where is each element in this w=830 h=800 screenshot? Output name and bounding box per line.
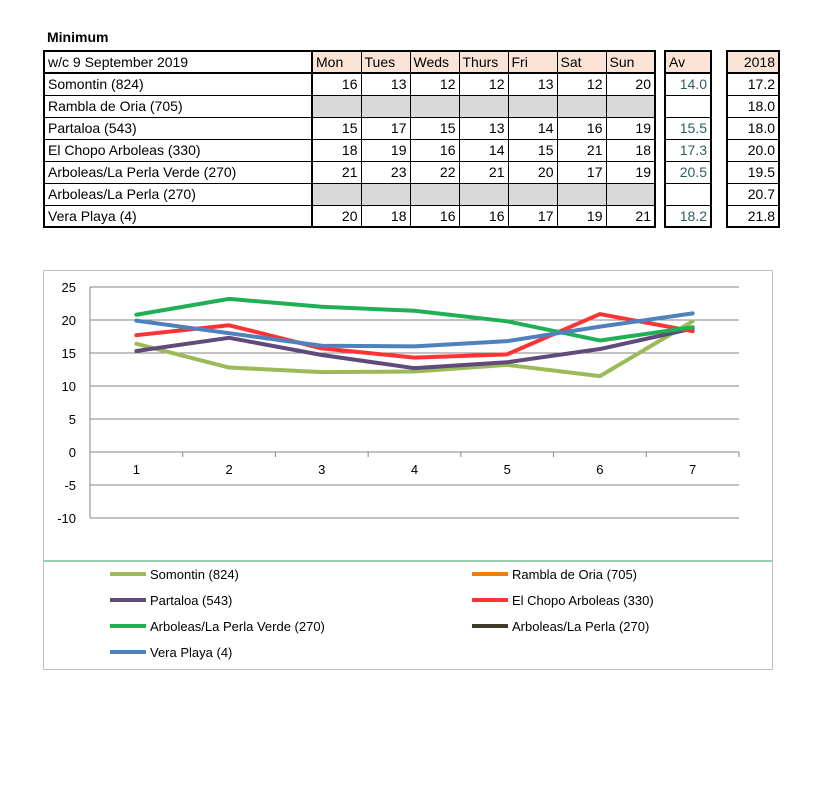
temperature-cell <box>459 183 508 205</box>
temperature-cell: 17 <box>508 205 557 227</box>
av-row <box>665 73 711 95</box>
legend-swatch <box>472 624 508 628</box>
x-tick-label: 3 <box>318 462 326 477</box>
legend-label: El Chopo Arboleas (330) <box>512 592 654 608</box>
x-tick-label: 6 <box>596 462 604 477</box>
temperature-cell <box>312 95 361 117</box>
legend-item <box>110 565 239 583</box>
prev-year-header-row <box>727 51 779 73</box>
table-row <box>44 183 655 205</box>
prev-year-row <box>727 139 779 161</box>
legend-label: Arboleas/La Perla (270) <box>512 618 650 634</box>
temperature-cell: 21 <box>557 139 606 161</box>
table-row <box>44 95 655 117</box>
av-row <box>665 161 711 183</box>
table-row <box>44 205 655 227</box>
temperature-cell: 23 <box>361 161 410 183</box>
legend-item <box>472 591 654 609</box>
table-row <box>44 117 655 139</box>
average-cell <box>665 183 711 205</box>
day-header: Sat <box>557 51 606 73</box>
prev-year-row <box>727 205 779 227</box>
temperature-cell: 21 <box>606 205 655 227</box>
temperature-cell: 14 <box>459 139 508 161</box>
legend-item <box>110 617 325 635</box>
temperature-cell: 18 <box>606 139 655 161</box>
temperature-cell: 19 <box>606 161 655 183</box>
temperature-cell: 12 <box>557 73 606 95</box>
prev-year-row <box>727 95 779 117</box>
legend-label: Partaloa (543) <box>150 592 233 608</box>
site-name: Partaloa (543) <box>44 117 312 139</box>
temperature-cell: 18 <box>361 205 410 227</box>
temperature-cell: 19 <box>557 205 606 227</box>
legend-swatch <box>110 572 146 576</box>
legend-item <box>472 617 649 635</box>
prev-year-row <box>727 117 779 139</box>
temperature-cell: 12 <box>459 73 508 95</box>
site-name: Somontin (824) <box>44 73 312 95</box>
average-cell: 17.3 <box>665 139 711 161</box>
temperature-cell: 19 <box>361 139 410 161</box>
day-header: Weds <box>410 51 459 73</box>
site-name: Vera Playa (4) <box>44 205 312 227</box>
temperature-cell: 20 <box>606 73 655 95</box>
chart-canvas <box>44 271 772 669</box>
y-tick-label: 10 <box>61 379 76 394</box>
day-header: Mon <box>312 51 361 73</box>
legend-label: Arboleas/La Perla Verde (270) <box>150 618 325 634</box>
legend-label: Somontin (824) <box>150 566 239 582</box>
x-tick-label: 5 <box>503 462 511 477</box>
line-chart <box>43 270 773 670</box>
table-row <box>44 161 655 183</box>
legend-swatch <box>472 572 508 576</box>
temperature-cell: 14 <box>508 117 557 139</box>
prev-year-row <box>727 161 779 183</box>
av-row <box>665 117 711 139</box>
temperature-cell <box>606 95 655 117</box>
temperature-cell: 16 <box>410 205 459 227</box>
prev-year-row <box>727 73 779 95</box>
temperature-cell <box>508 95 557 117</box>
temperature-cell <box>557 183 606 205</box>
temperature-cell: 12 <box>410 73 459 95</box>
temperature-cell: 15 <box>410 117 459 139</box>
x-tick-label: 2 <box>225 462 233 477</box>
series-line <box>136 314 692 358</box>
y-tick-label: 0 <box>68 445 76 460</box>
temperature-cell <box>459 95 508 117</box>
average-table <box>664 50 712 228</box>
site-name: Arboleas/La Perla (270) <box>44 183 312 205</box>
day-header: Thurs <box>459 51 508 73</box>
prev-year-cell: 17.2 <box>727 73 779 95</box>
minimum-temperature-table <box>43 50 656 228</box>
day-header: Tues <box>361 51 410 73</box>
site-name: El Chopo Arboleas (330) <box>44 139 312 161</box>
temperature-cell: 21 <box>312 161 361 183</box>
av-row <box>665 95 711 117</box>
av-header-row <box>665 51 711 73</box>
temperature-cell: 17 <box>557 161 606 183</box>
day-header: Sun <box>606 51 655 73</box>
y-tick-label: 15 <box>61 346 76 361</box>
temperature-cell: 16 <box>410 139 459 161</box>
temperature-cell: 13 <box>361 73 410 95</box>
temperature-cell: 17 <box>361 117 410 139</box>
temperature-cell: 16 <box>312 73 361 95</box>
temperature-cell: 18 <box>312 139 361 161</box>
temperature-cell: 15 <box>312 117 361 139</box>
average-cell: 18.2 <box>665 205 711 227</box>
y-tick-label: 20 <box>61 313 76 328</box>
temperature-cell <box>606 183 655 205</box>
average-cell <box>665 95 711 117</box>
site-name: Rambla de Oria (705) <box>44 95 312 117</box>
av-row <box>665 205 711 227</box>
av-header: Av <box>665 51 711 73</box>
temperature-cell: 13 <box>459 117 508 139</box>
legend-swatch <box>472 598 508 602</box>
prev-year-cell: 18.0 <box>727 117 779 139</box>
temperature-cell: 15 <box>508 139 557 161</box>
average-cell: 14.0 <box>665 73 711 95</box>
prev-year-cell: 21.8 <box>727 205 779 227</box>
site-name: Arboleas/La Perla Verde (270) <box>44 161 312 183</box>
temperature-cell <box>312 183 361 205</box>
av-row <box>665 139 711 161</box>
legend-swatch <box>110 598 146 602</box>
temperature-cell: 20 <box>508 161 557 183</box>
week-label: w/c 9 September 2019 <box>44 51 312 73</box>
temperature-cell <box>361 183 410 205</box>
temperature-cell: 19 <box>606 117 655 139</box>
table-row <box>44 139 655 161</box>
av-row <box>665 183 711 205</box>
prev-year-header: 2018 <box>727 51 779 73</box>
temperature-cell: 16 <box>557 117 606 139</box>
legend-swatch <box>110 624 146 628</box>
prev-year-cell: 20.0 <box>727 139 779 161</box>
legend-item <box>110 643 232 661</box>
table-header-row <box>44 51 655 73</box>
legend-item <box>472 565 637 583</box>
temperature-cell: 21 <box>459 161 508 183</box>
temperature-cell <box>410 183 459 205</box>
prev-year-table <box>726 50 780 228</box>
y-tick-label: -10 <box>57 511 76 526</box>
temperature-cell: 20 <box>312 205 361 227</box>
x-tick-label: 4 <box>410 462 419 477</box>
legend-label: Rambla de Oria (705) <box>512 566 637 582</box>
y-tick-label: 5 <box>68 412 76 427</box>
temperature-cell <box>508 183 557 205</box>
prev-year-row <box>727 183 779 205</box>
average-cell: 15.5 <box>665 117 711 139</box>
prev-year-cell: 18.0 <box>727 95 779 117</box>
temperature-cell <box>410 95 459 117</box>
series-line <box>136 313 692 346</box>
table-row <box>44 73 655 95</box>
x-tick-label: 1 <box>132 462 140 477</box>
temperature-cell <box>557 95 606 117</box>
average-cell: 20.5 <box>665 161 711 183</box>
temperature-cell: 22 <box>410 161 459 183</box>
y-tick-label: -5 <box>64 478 76 493</box>
legend-swatch <box>110 650 146 654</box>
y-tick-label: 25 <box>61 280 76 295</box>
page-title: Minimum <box>47 29 109 45</box>
temperature-cell: 16 <box>459 205 508 227</box>
prev-year-cell: 19.5 <box>727 161 779 183</box>
temperature-cell <box>361 95 410 117</box>
temperature-cell: 13 <box>508 73 557 95</box>
legend-label: Vera Playa (4) <box>150 644 233 660</box>
prev-year-cell: 20.7 <box>727 183 779 205</box>
legend-item <box>110 591 232 609</box>
x-tick-label: 7 <box>689 462 697 477</box>
day-header: Fri <box>508 51 557 73</box>
